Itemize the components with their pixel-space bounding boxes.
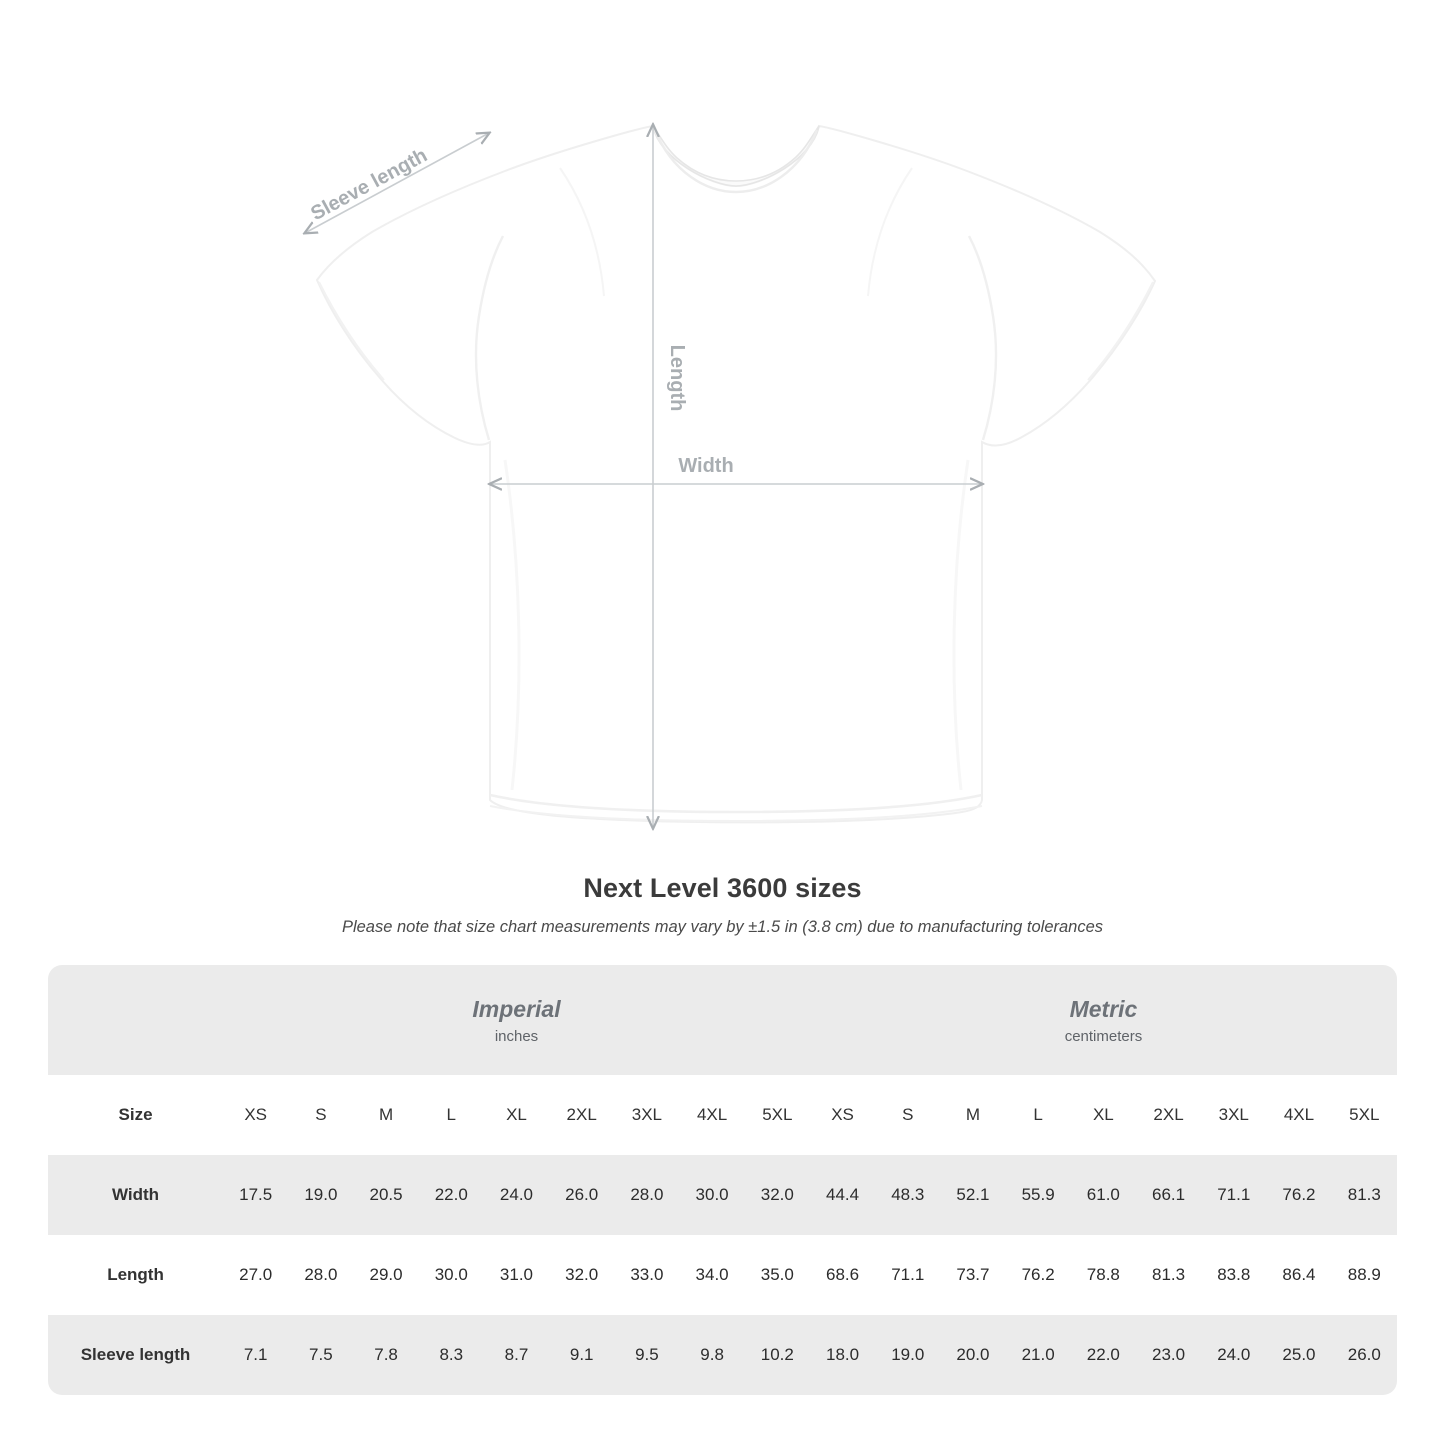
cell: 29.0 (353, 1235, 418, 1315)
cell: 10.2 (745, 1315, 810, 1395)
length-label: Length (666, 344, 688, 412)
cell: 52.1 (940, 1155, 1005, 1235)
cell: 35.0 (745, 1235, 810, 1315)
cell: 7.1 (223, 1315, 288, 1395)
size-header-cell: 4XL (679, 1075, 744, 1155)
cell: 81.3 (1136, 1235, 1201, 1315)
cell: 88.9 (1332, 1235, 1397, 1315)
unit-group-imperial-name: Imperial (472, 995, 561, 1022)
cell: 9.5 (614, 1315, 679, 1395)
cell: 30.0 (419, 1235, 484, 1315)
width-label: Width (678, 455, 734, 477)
cell: 24.0 (1201, 1315, 1266, 1395)
row-label-width: Width (48, 1155, 223, 1235)
cell: 18.0 (810, 1315, 875, 1395)
cell: 20.0 (940, 1315, 1005, 1395)
size-header-cell: 4XL (1266, 1075, 1331, 1155)
unit-group-metric-name: Metric (1069, 995, 1138, 1022)
row-label-sleeve-length: Sleeve length (48, 1315, 223, 1395)
cell: 19.0 (875, 1315, 940, 1395)
cell: 21.0 (1006, 1315, 1071, 1395)
cell: 8.3 (419, 1315, 484, 1395)
cell: 22.0 (419, 1155, 484, 1235)
size-header-cell: L (1006, 1075, 1071, 1155)
cell: 68.6 (810, 1235, 875, 1315)
cell: 22.0 (1071, 1315, 1136, 1395)
size-header-cell: S (288, 1075, 353, 1155)
tshirt-shape (317, 126, 1155, 822)
size-header-cell: XS (810, 1075, 875, 1155)
size-table (48, 965, 1397, 1395)
cell: 76.2 (1006, 1235, 1071, 1315)
size-header-label: Size (48, 1075, 223, 1155)
cell: 34.0 (679, 1235, 744, 1315)
size-header-cell: 2XL (1136, 1075, 1201, 1155)
row-label-length: Length (48, 1235, 223, 1315)
cell: 83.8 (1201, 1235, 1266, 1315)
cell: 32.0 (745, 1155, 810, 1235)
cell: 8.7 (484, 1315, 549, 1395)
size-header-cell: 3XL (1201, 1075, 1266, 1155)
cell: 30.0 (679, 1155, 744, 1235)
cell: 7.8 (353, 1315, 418, 1395)
size-header-cell: 3XL (614, 1075, 679, 1155)
size-table-wrap (48, 965, 1397, 1395)
size-header-cell: M (940, 1075, 1005, 1155)
cell: 78.8 (1071, 1235, 1136, 1315)
size-header-cell: L (419, 1075, 484, 1155)
cell: 27.0 (223, 1235, 288, 1315)
cell: 32.0 (549, 1235, 614, 1315)
unit-group-imperial-sub: inches (494, 1028, 539, 1046)
size-header-cell: XL (1071, 1075, 1136, 1155)
size-header-cell: XS (223, 1075, 288, 1155)
cell: 19.0 (288, 1155, 353, 1235)
unit-header-row (48, 965, 1397, 1075)
table-row (48, 1235, 1397, 1315)
unit-header-spacer (48, 965, 223, 1075)
size-header-cell: M (353, 1075, 418, 1155)
cell: 23.0 (1136, 1315, 1201, 1395)
page-title: Next Level 3600 sizes (583, 873, 862, 903)
cell: 86.4 (1266, 1235, 1331, 1315)
cell: 7.5 (288, 1315, 353, 1395)
sleeve-length-label: Sleeve length (307, 144, 432, 226)
tolerance-note: Please note that size chart measurements may vary by ±1.5 in (3.8 cm) due to manufacturing tolerances (341, 918, 1104, 936)
cell: 24.0 (484, 1155, 549, 1235)
cell: 28.0 (614, 1155, 679, 1235)
cell: 71.1 (1201, 1155, 1266, 1235)
cell: 31.0 (484, 1235, 549, 1315)
cell: 48.3 (875, 1155, 940, 1235)
cell: 20.5 (353, 1155, 418, 1235)
unit-group-metric-sub: centimeters (1064, 1028, 1143, 1046)
size-header-cell: XL (484, 1075, 549, 1155)
cell: 9.8 (679, 1315, 744, 1395)
table-row (48, 1155, 1397, 1235)
cell: 25.0 (1266, 1315, 1331, 1395)
cell: 66.1 (1136, 1155, 1201, 1235)
chart-heading (0, 873, 1445, 937)
size-header-cell: 2XL (549, 1075, 614, 1155)
cell: 44.4 (810, 1155, 875, 1235)
unit-group-metric (810, 965, 1397, 1075)
cell: 61.0 (1071, 1155, 1136, 1235)
size-header-row (48, 1075, 1397, 1155)
cell: 55.9 (1006, 1155, 1071, 1235)
size-header-cell: 5XL (745, 1075, 810, 1155)
cell: 26.0 (549, 1155, 614, 1235)
cell: 28.0 (288, 1235, 353, 1315)
cell: 33.0 (614, 1235, 679, 1315)
cell: 71.1 (875, 1235, 940, 1315)
cell: 17.5 (223, 1155, 288, 1235)
cell: 26.0 (1332, 1315, 1397, 1395)
cell: 73.7 (940, 1235, 1005, 1315)
cell: 9.1 (549, 1315, 614, 1395)
cell: 81.3 (1332, 1155, 1397, 1235)
unit-group-imperial (223, 965, 810, 1075)
size-header-cell: 5XL (1332, 1075, 1397, 1155)
cell: 76.2 (1266, 1155, 1331, 1235)
size-header-cell: S (875, 1075, 940, 1155)
table-row (48, 1315, 1397, 1395)
